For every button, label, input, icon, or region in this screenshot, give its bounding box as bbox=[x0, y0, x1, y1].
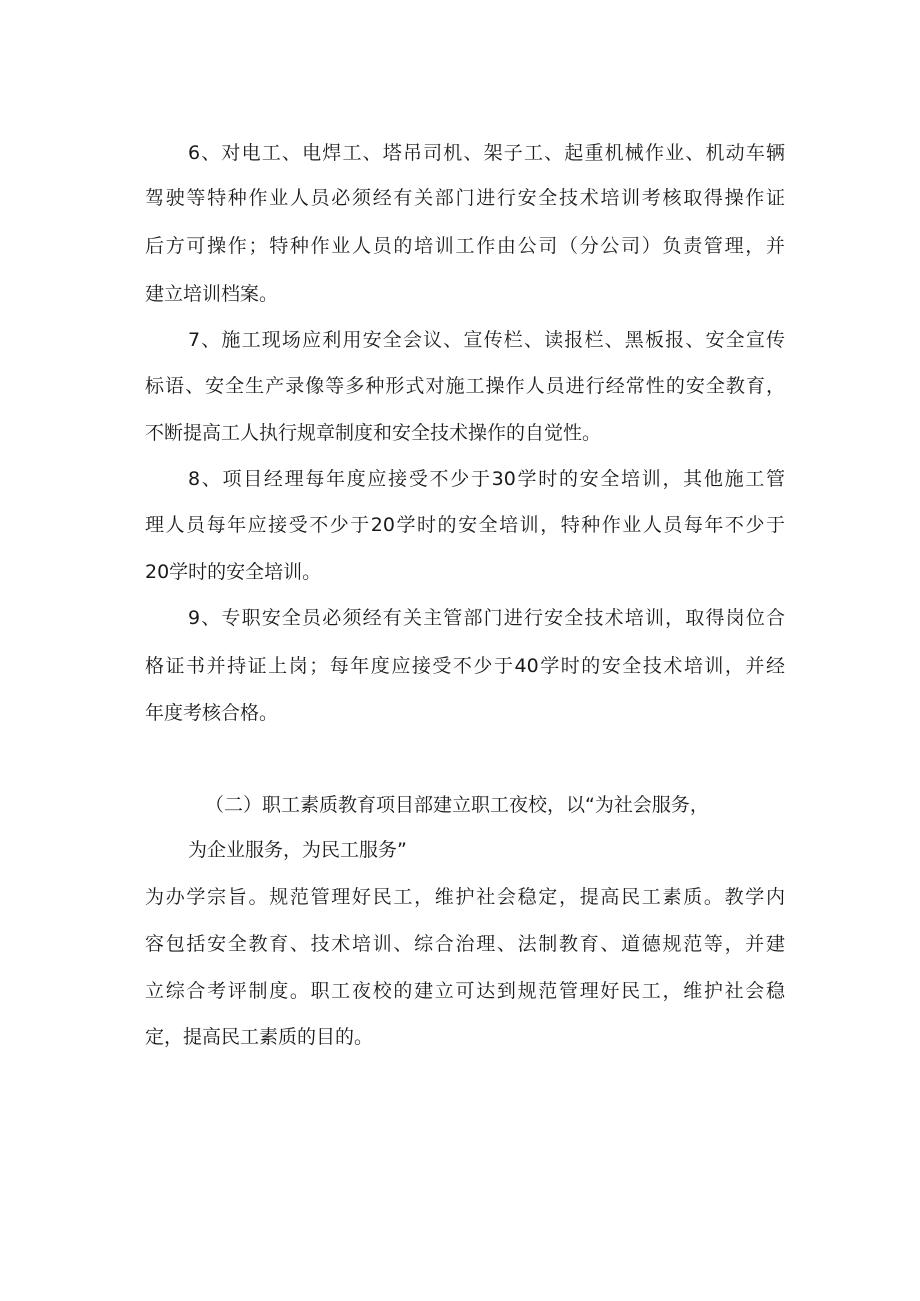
text-line: 格证书并持证上岗；每年度应接受不少于40学时的安全技术培训，并经 bbox=[145, 655, 785, 677]
text-line: 标语、安全生产录像等多种形式对施工操作人员进行经常性的安全教育， bbox=[145, 375, 785, 397]
text-line: 不断提高工人执行规章制度和安全技术操作的自觉性。 bbox=[145, 422, 602, 444]
section-heading-continued: 为企业服务，为民工服务” bbox=[188, 839, 407, 861]
text-line: 立综合考评制度。职工夜校的建立可达到规范管理好民工，维护社会稳 bbox=[145, 980, 785, 1002]
text-line: 8、项目经理每年度应接受不少于30学时的安全培训，其他施工管 bbox=[188, 468, 785, 490]
text-line: 容包括安全教育、技术培训、综合治理、法制教育、道德规范等，并建 bbox=[145, 933, 785, 955]
text-line: 驾驶等特种作业人员必须经有关部门进行安全技术培训考核取得操作证 bbox=[145, 187, 785, 209]
text-line: 20学时的安全培训。 bbox=[145, 561, 322, 583]
text-line: 7、施工现场应利用安全会议、宣传栏、读报栏、黑板报、安全宣传 bbox=[188, 329, 785, 351]
text-line: 为办学宗旨。规范管理好民工，维护社会稳定，提高民工素质。教学内 bbox=[145, 886, 785, 908]
text-line: 年度考核合格。 bbox=[145, 702, 279, 724]
text-line: 理人员每年应接受不少于20学时的安全培训，特种作业人员每年不少于 bbox=[145, 514, 785, 536]
section-heading: （二）职工素质教育项目部建立职工夜校，以“为社会服务， bbox=[205, 794, 709, 816]
text-line: 9、专职安全员必须经有关主管部门进行安全技术培训，取得岗位合 bbox=[188, 607, 785, 629]
text-line: 后方可操作；特种作业人员的培训工作由公司（分公司）负责管理，并 bbox=[145, 235, 785, 257]
text-line: 定，提高民工素质的目的。 bbox=[145, 1026, 374, 1048]
text-line: 6、对电工、电焊工、塔吊司机、架子工、起重机械作业、机动车辆 bbox=[188, 142, 785, 164]
text-line: 建立培训档案。 bbox=[145, 283, 279, 305]
